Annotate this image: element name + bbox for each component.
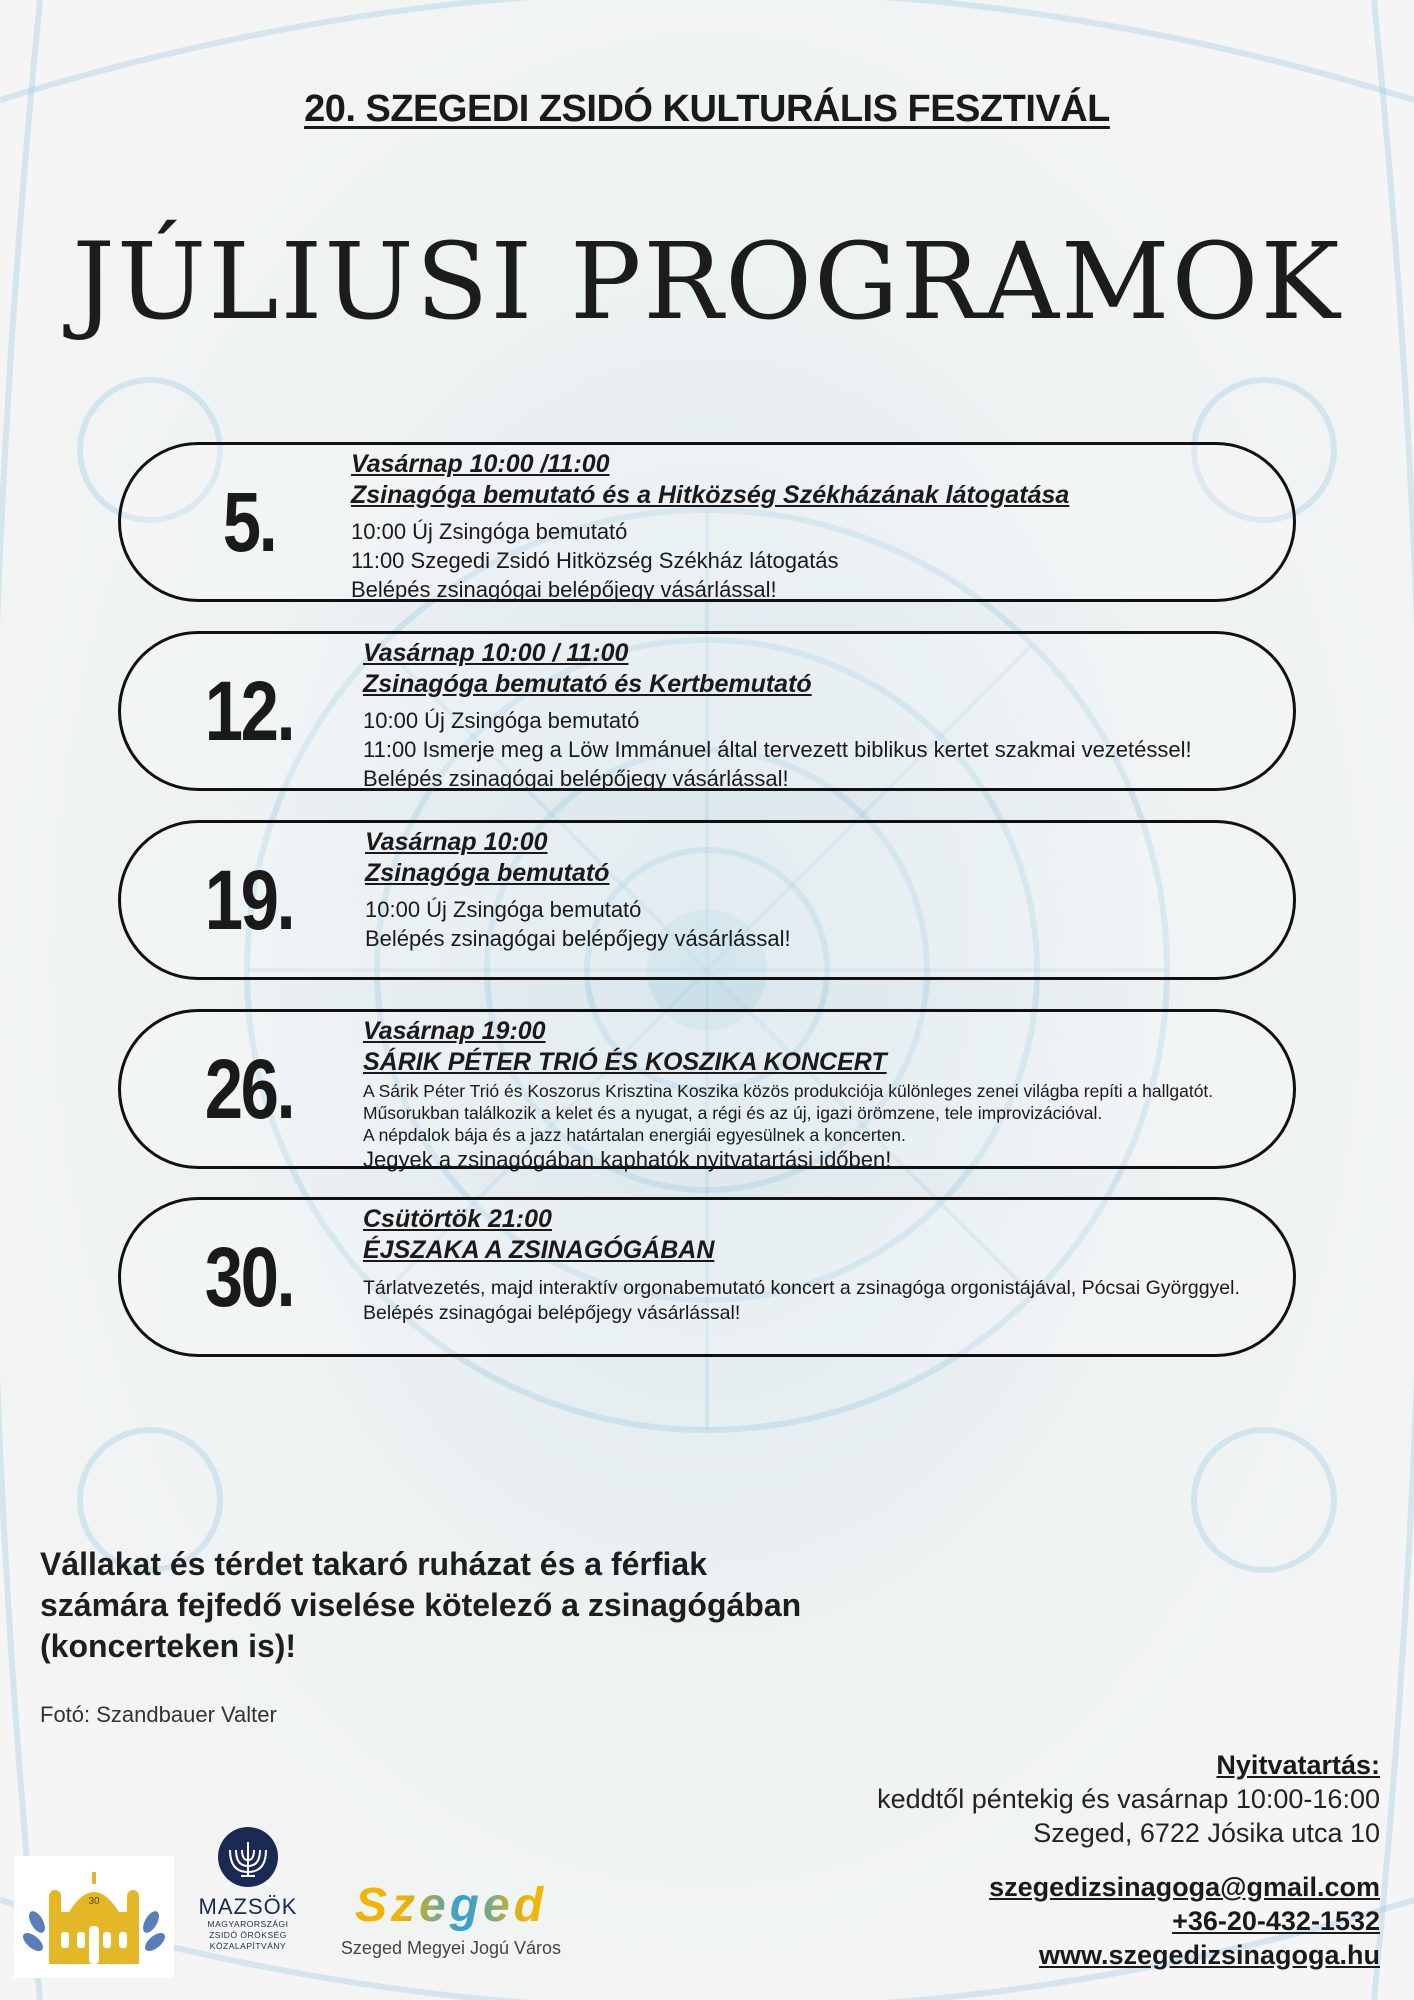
event-content (351, 449, 1279, 604)
synagogue-building-icon (19, 1862, 169, 1972)
event-line: 11:00 Szegedi Zsidó Hitközség Székház látogatás (351, 548, 839, 573)
event-title: ÉJSZAKA A ZSINAGÓGÁBAN (363, 1236, 715, 1264)
event-line: Belépés zsinagógai belépőjegy vásárlással! (351, 577, 777, 602)
event-date: 19. (204, 852, 294, 947)
website-link[interactable]: www.szegedizsinagoga.hu (1038, 1940, 1380, 1970)
event-card (118, 820, 1296, 980)
event-description (351, 517, 1279, 604)
event-content (365, 827, 1279, 953)
opening-hours-title: Nyitvatartás: (1216, 1750, 1380, 1780)
szeged-subtitle: Szeged Megyei Jogú Város (340, 1938, 562, 1958)
event-card (118, 1197, 1296, 1357)
event-line: 11:00 Ismerje meg a Löw Immánuel által tervezett biblikus kertet szakmai vezetéssel! (363, 737, 1192, 762)
mazsok-logo (196, 1826, 300, 1952)
event-line: Belépés zsinagógai belépőjegy vásárlással! (363, 766, 789, 791)
address: Szeged, 6722 Jósika utca 10 (1033, 1818, 1380, 1848)
event-time: Vasárnap 10:00 (365, 828, 548, 856)
event-line: Műsorukban találkozik a kelet és a nyugat, a régi és az új, igazi örömzene, tele improvizációval. (363, 1103, 1103, 1123)
menorah-icon (217, 1826, 279, 1888)
event-content (363, 1016, 1279, 1174)
mazsok-subtitle: ZSIDÓ ÖRÖKSÉG (209, 1930, 287, 1940)
event-title: Zsinagóga bemutató és Kertbemutató (363, 670, 812, 698)
dress-code-notice: Vállakat és térdet takaró ruházat és a férfiak számára fejfedő viselése kötelező a zsinagógában (koncerteken is)! (40, 1546, 802, 1664)
event-line: 10:00 Új Zsingóga bemutató (351, 519, 628, 544)
page-title: JÚLIUSI PROGRAMOK (72, 220, 1342, 343)
mazsok-name: MAZSÖK (198, 1894, 298, 1919)
event-time: Vasárnap 19:00 (363, 1017, 546, 1045)
opening-contact-block (877, 1748, 1380, 1972)
event-card (118, 1009, 1296, 1172)
synagogue-logo (14, 1856, 174, 1978)
event-content (363, 638, 1279, 793)
event-description (365, 895, 1279, 953)
event-date: 12. (204, 663, 294, 758)
mazsok-subtitle: KÖZALAPÍTVÁNY (209, 1941, 287, 1951)
event-title: Zsinagóga bemutató és a Hitközség Székházának látogatása (351, 481, 1070, 509)
synagogue-badge: 30 (88, 1896, 100, 1907)
contact-phone-link[interactable]: +36-20-432-1532 (1172, 1906, 1380, 1936)
event-title: SÁRIK PÉTER TRIÓ ÉS KOSZIKA KONCERT (363, 1048, 887, 1076)
event-line: Belépés zsinagógai belépőjegy vásárlással! (363, 1302, 741, 1324)
event-date: 30. (204, 1229, 294, 1324)
szeged-city-logo (326, 1880, 576, 1959)
event-line: Jegyek a zsinagógában kaphatók nyitvatartási időben! (363, 1147, 892, 1172)
event-time: Vasárnap 10:00 /11:00 (351, 450, 610, 478)
festival-title: 20. SZEGEDI ZSIDÓ KULTURÁLIS FESZTIVÁL (304, 88, 1110, 130)
event-line: 10:00 Új Zsingóga bemutató (363, 708, 640, 733)
photo-credit: Fotó: Szandbauer Valter (40, 1702, 277, 1727)
event-line: Tárlatvezetés, majd interaktív orgonabemutató koncert a zsinagóga orgonistájával, Pócsai Györggyel. (363, 1277, 1240, 1299)
event-line: A Sárik Péter Trió és Koszorus Krisztina Koszika közös produkciója különleges zenei világba repíti a hallgatót. (363, 1081, 1214, 1101)
event-card (118, 442, 1296, 602)
mazsok-subtitle: MAGYARORSZÁGI (207, 1919, 289, 1929)
event-line: Belépés zsinagógai belépőjegy vásárlással! (365, 926, 791, 951)
event-description (363, 706, 1279, 793)
event-date: 26. (204, 1041, 294, 1136)
event-title: Zsinagóga bemutató (365, 859, 610, 887)
event-line: A népdalok bája és a jazz határtalan energiái egyesülnek a koncerten. (363, 1125, 906, 1145)
contact-email-link[interactable]: szegedizsinagoga@gmail.com (989, 1872, 1380, 1902)
event-date: 5. (222, 474, 276, 569)
event-time: Csütörtök 21:00 (363, 1205, 552, 1233)
event-description (363, 1276, 1263, 1326)
event-description (363, 1080, 1279, 1174)
event-time: Vasárnap 10:00 / 11:00 (363, 639, 629, 667)
event-card (118, 631, 1296, 791)
opening-hours: keddtől péntekig és vasárnap 10:00-16:00 (877, 1784, 1380, 1814)
event-line: 10:00 Új Zsingóga bemutató (365, 897, 642, 922)
szeged-wordmark: Szeged (326, 1880, 576, 1932)
event-content (363, 1204, 1263, 1326)
